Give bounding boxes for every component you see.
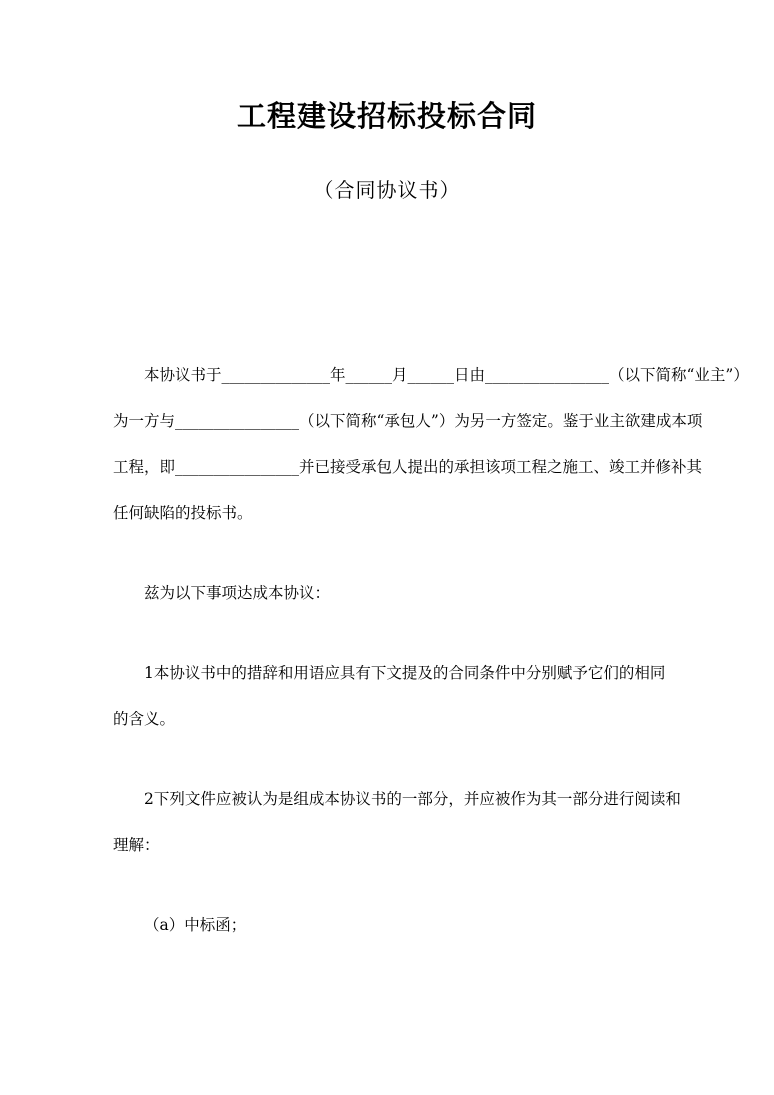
text-line: 为一方与________________（以下简称“承包人”）为另一方签定。鉴于业主欲建成本项: [113, 412, 703, 430]
document-title: 工程建设招标投标合同: [236, 99, 537, 133]
paragraph-preamble: [113, 352, 749, 536]
text-line: 本协议书于______________年______月______日由________________（以下简称“业主”）: [144, 366, 749, 384]
paragraph-clause-1: [113, 650, 666, 742]
paragraph-list-item-a: [113, 902, 661, 948]
text-line: （a）中标函；: [144, 916, 247, 934]
text-line: 1本协议书中的措辞和用语应具有下文提及的合同条件中分别赋予它们的相同: [144, 664, 666, 682]
text-line: 2下列文件应被认为是组成本协议书的一部分，并应被作为其一部分进行阅读和: [144, 790, 681, 808]
text-line: 任何缺陷的投标书。: [113, 504, 253, 522]
text-line: 的含义。: [113, 710, 176, 728]
document-subtitle: （合同协议书）: [313, 178, 461, 202]
paragraph-agreement-intro: [113, 570, 661, 616]
text-line: 兹为以下事项达成本协议：: [144, 584, 331, 602]
text-line: 理解：: [113, 836, 160, 854]
document-body: [113, 352, 749, 982]
paragraph-clause-2: [113, 776, 681, 868]
text-line: 工程，即________________并已接受承包人提出的承担该项工程之施工、竣工并修补其: [113, 458, 703, 476]
